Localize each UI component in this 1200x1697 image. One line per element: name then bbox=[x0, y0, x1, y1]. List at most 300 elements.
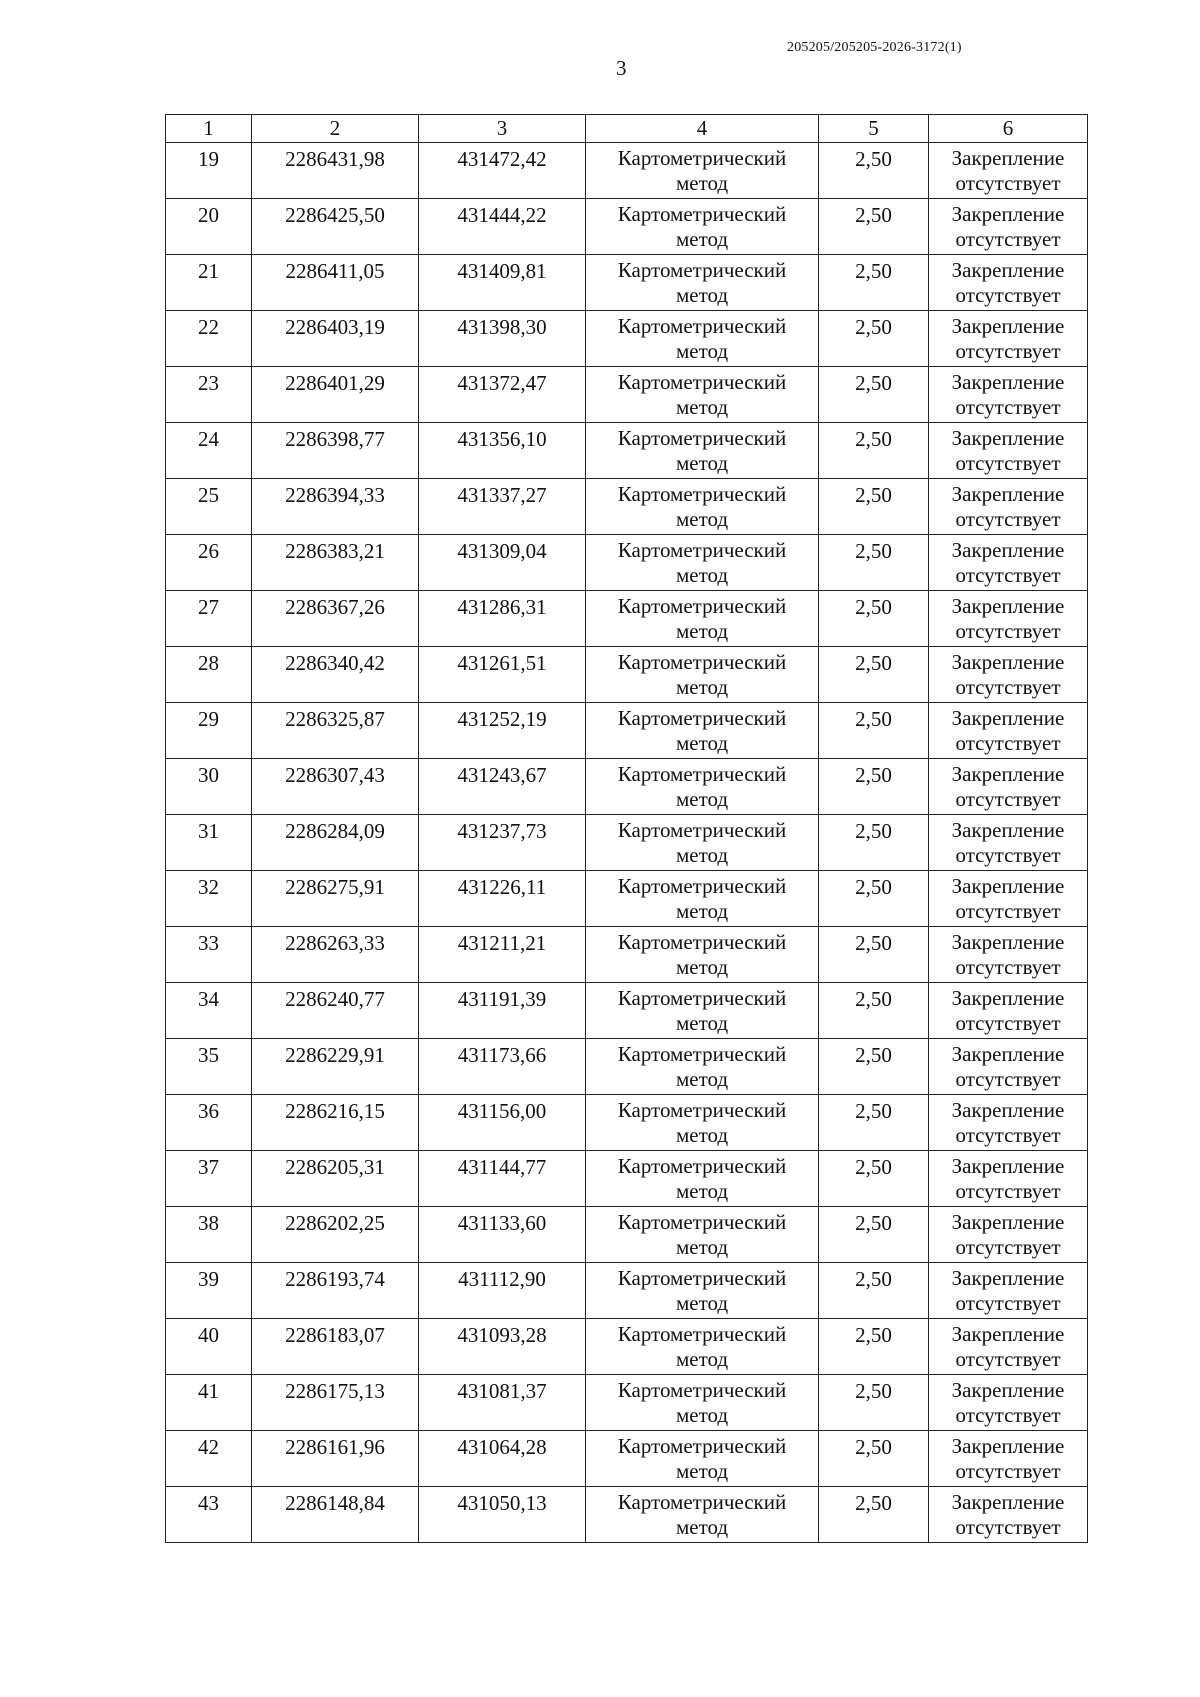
accuracy-cell bbox=[819, 1431, 929, 1487]
accuracy-value: 2,50 bbox=[855, 1379, 892, 1403]
method-line-2: метод bbox=[675, 955, 729, 979]
y-coordinate-cell bbox=[419, 423, 586, 479]
mark-line-1: Закрепление bbox=[951, 1098, 1065, 1122]
point-number: 35 bbox=[198, 1043, 219, 1067]
y-coordinate-cell bbox=[419, 815, 586, 871]
y-coordinate: 431398,30 bbox=[457, 315, 547, 339]
x-coordinate-cell bbox=[252, 1151, 419, 1207]
table-row bbox=[166, 423, 1088, 479]
method-line-2: метод bbox=[675, 619, 729, 643]
point-number: 38 bbox=[198, 1211, 219, 1235]
mark-line-2: отсутствует bbox=[955, 563, 1061, 587]
method-line-2: метод bbox=[675, 451, 729, 475]
x-coordinate-cell bbox=[252, 1487, 419, 1543]
table-row bbox=[166, 1095, 1088, 1151]
point-number: 32 bbox=[198, 875, 219, 899]
accuracy-cell bbox=[819, 591, 929, 647]
x-coordinate: 2286175,13 bbox=[285, 1379, 385, 1403]
mark-line-2: отсутствует bbox=[955, 1291, 1061, 1315]
y-coordinate-cell bbox=[419, 1151, 586, 1207]
method-line-1: Картометрический bbox=[617, 874, 787, 898]
mark-cell bbox=[929, 591, 1088, 647]
mark-cell bbox=[929, 1431, 1088, 1487]
point-number-cell bbox=[166, 1151, 252, 1207]
x-coordinate: 2286161,96 bbox=[285, 1435, 385, 1459]
x-coordinate: 2286240,77 bbox=[285, 987, 385, 1011]
header-row bbox=[166, 115, 1088, 143]
y-coordinate-cell bbox=[419, 535, 586, 591]
accuracy-value: 2,50 bbox=[855, 1267, 892, 1291]
point-number: 30 bbox=[198, 763, 219, 787]
x-coordinate-cell bbox=[252, 983, 419, 1039]
x-coordinate: 2286229,91 bbox=[285, 1043, 385, 1067]
method-cell bbox=[586, 143, 819, 199]
method-cell bbox=[586, 1487, 819, 1543]
method-line-1: Картометрический bbox=[617, 1434, 787, 1458]
point-number: 20 bbox=[198, 203, 219, 227]
accuracy-cell bbox=[819, 703, 929, 759]
point-number: 31 bbox=[198, 819, 219, 843]
accuracy-cell bbox=[819, 983, 929, 1039]
table-row bbox=[166, 1207, 1088, 1263]
y-coordinate: 431081,37 bbox=[457, 1379, 547, 1403]
method-line-2: метод bbox=[675, 283, 729, 307]
accuracy-cell bbox=[819, 143, 929, 199]
y-coordinate: 431252,19 bbox=[457, 707, 547, 731]
mark-line-2: отсутствует bbox=[955, 1123, 1061, 1147]
table-row bbox=[166, 311, 1088, 367]
y-coordinate-cell bbox=[419, 1375, 586, 1431]
accuracy-value: 2,50 bbox=[855, 203, 892, 227]
x-coordinate: 2286148,84 bbox=[285, 1491, 385, 1515]
x-coordinate-cell bbox=[252, 759, 419, 815]
method-line-1: Картометрический bbox=[617, 426, 787, 450]
method-line-1: Картометрический bbox=[617, 314, 787, 338]
method-line-1: Картометрический bbox=[617, 1042, 787, 1066]
method-line-2: метод bbox=[675, 1459, 729, 1483]
accuracy-value: 2,50 bbox=[855, 819, 892, 843]
method-line-2: метод bbox=[675, 1123, 729, 1147]
point-number-cell bbox=[166, 1039, 252, 1095]
mark-cell bbox=[929, 759, 1088, 815]
table-row bbox=[166, 1319, 1088, 1375]
y-coordinate-cell bbox=[419, 871, 586, 927]
y-coordinate: 431372,47 bbox=[457, 371, 547, 395]
point-number-cell bbox=[166, 983, 252, 1039]
method-line-1: Картометрический bbox=[617, 818, 787, 842]
point-number: 33 bbox=[198, 931, 219, 955]
y-coordinate-cell bbox=[419, 1431, 586, 1487]
mark-cell bbox=[929, 927, 1088, 983]
accuracy-value: 2,50 bbox=[855, 483, 892, 507]
method-line-2: метод bbox=[675, 227, 729, 251]
method-cell bbox=[586, 423, 819, 479]
mark-line-1: Закрепление bbox=[951, 1322, 1065, 1346]
mark-cell bbox=[929, 1375, 1088, 1431]
method-cell bbox=[586, 759, 819, 815]
point-number: 19 bbox=[198, 147, 219, 171]
method-line-2: метод bbox=[675, 675, 729, 699]
y-coordinate: 431226,11 bbox=[457, 875, 547, 899]
x-coordinate-cell bbox=[252, 479, 419, 535]
method-line-1: Картометрический bbox=[617, 594, 787, 618]
method-line-1: Картометрический bbox=[617, 1266, 787, 1290]
mark-line-1: Закрепление bbox=[951, 1154, 1065, 1178]
y-coordinate: 431133,60 bbox=[457, 1211, 547, 1235]
method-cell bbox=[586, 199, 819, 255]
mark-line-1: Закрепление bbox=[951, 818, 1065, 842]
y-coordinate: 431337,27 bbox=[457, 483, 547, 507]
method-line-1: Картометрический bbox=[617, 986, 787, 1010]
method-line-2: метод bbox=[675, 507, 729, 531]
y-coordinate: 431050,13 bbox=[457, 1491, 547, 1515]
x-coordinate: 2286284,09 bbox=[285, 819, 385, 843]
point-number-cell bbox=[166, 1319, 252, 1375]
point-number-cell bbox=[166, 423, 252, 479]
document-id: 205205/205205-2026-3172(1) bbox=[787, 40, 962, 55]
y-coordinate-cell bbox=[419, 983, 586, 1039]
x-coordinate-cell bbox=[252, 535, 419, 591]
method-cell bbox=[586, 367, 819, 423]
x-coordinate-cell bbox=[252, 591, 419, 647]
point-number-cell bbox=[166, 1095, 252, 1151]
mark-line-2: отсутствует bbox=[955, 619, 1061, 643]
accuracy-value: 2,50 bbox=[855, 1323, 892, 1347]
accuracy-cell bbox=[819, 1319, 929, 1375]
mark-line-2: отсутствует bbox=[955, 1011, 1061, 1035]
mark-line-1: Закрепление bbox=[951, 594, 1065, 618]
x-coordinate: 2286307,43 bbox=[285, 763, 385, 787]
column-header: 2 bbox=[252, 115, 419, 143]
y-coordinate: 431356,10 bbox=[457, 427, 547, 451]
x-coordinate-cell bbox=[252, 1375, 419, 1431]
x-coordinate-cell bbox=[252, 647, 419, 703]
table-row bbox=[166, 1431, 1088, 1487]
point-number-cell bbox=[166, 367, 252, 423]
method-line-2: метод bbox=[675, 787, 729, 811]
mark-line-1: Закрепление bbox=[951, 1378, 1065, 1402]
point-number-cell bbox=[166, 311, 252, 367]
mark-cell bbox=[929, 311, 1088, 367]
accuracy-cell bbox=[819, 1375, 929, 1431]
y-coordinate: 431472,42 bbox=[457, 147, 547, 171]
x-coordinate: 2286431,98 bbox=[285, 147, 385, 171]
y-coordinate: 431309,04 bbox=[457, 539, 547, 563]
mark-line-1: Закрепление bbox=[951, 1434, 1065, 1458]
accuracy-value: 2,50 bbox=[855, 651, 892, 675]
x-coordinate: 2286394,33 bbox=[285, 483, 385, 507]
method-line-2: метод bbox=[675, 171, 729, 195]
mark-line-1: Закрепление bbox=[951, 258, 1065, 282]
mark-cell bbox=[929, 479, 1088, 535]
mark-line-2: отсутствует bbox=[955, 1403, 1061, 1427]
mark-line-1: Закрепление bbox=[951, 202, 1065, 226]
column-header: 5 bbox=[819, 115, 929, 143]
method-line-1: Картометрический bbox=[617, 202, 787, 226]
method-line-1: Картометрический bbox=[617, 538, 787, 562]
point-number-cell bbox=[166, 535, 252, 591]
y-coordinate-cell bbox=[419, 927, 586, 983]
accuracy-value: 2,50 bbox=[855, 931, 892, 955]
mark-line-2: отсутствует bbox=[955, 227, 1061, 251]
point-number-cell bbox=[166, 1487, 252, 1543]
y-coordinate-cell bbox=[419, 199, 586, 255]
point-number: 22 bbox=[198, 315, 219, 339]
method-line-2: метод bbox=[675, 1067, 729, 1091]
method-cell bbox=[586, 479, 819, 535]
point-number-cell bbox=[166, 759, 252, 815]
y-coordinate: 431211,21 bbox=[457, 931, 547, 955]
mark-line-2: отсутствует bbox=[955, 1179, 1061, 1203]
page-number: 3 bbox=[616, 56, 627, 80]
x-coordinate-cell bbox=[252, 1039, 419, 1095]
x-coordinate: 2286425,50 bbox=[285, 203, 385, 227]
y-coordinate-cell bbox=[419, 311, 586, 367]
mark-line-1: Закрепление bbox=[951, 1490, 1065, 1514]
mark-cell bbox=[929, 1151, 1088, 1207]
y-coordinate: 431093,28 bbox=[457, 1323, 547, 1347]
mark-line-2: отсутствует bbox=[955, 1347, 1061, 1371]
method-line-2: метод bbox=[675, 1011, 729, 1035]
mark-cell bbox=[929, 255, 1088, 311]
y-coordinate: 431286,31 bbox=[457, 595, 547, 619]
method-line-1: Картометрический bbox=[617, 1322, 787, 1346]
accuracy-cell bbox=[819, 255, 929, 311]
method-cell bbox=[586, 255, 819, 311]
method-line-1: Картометрический bbox=[617, 762, 787, 786]
point-number-cell bbox=[166, 479, 252, 535]
accuracy-cell bbox=[819, 815, 929, 871]
x-coordinate-cell bbox=[252, 927, 419, 983]
method-line-1: Картометрический bbox=[617, 258, 787, 282]
y-coordinate-cell bbox=[419, 647, 586, 703]
mark-line-2: отсутствует bbox=[955, 171, 1061, 195]
method-line-2: метод bbox=[675, 1515, 729, 1539]
method-cell bbox=[586, 927, 819, 983]
accuracy-cell bbox=[819, 367, 929, 423]
method-line-2: метод bbox=[675, 395, 729, 419]
method-cell bbox=[586, 1431, 819, 1487]
x-coordinate-cell bbox=[252, 1095, 419, 1151]
table-row bbox=[166, 1487, 1088, 1543]
point-number-cell bbox=[166, 871, 252, 927]
method-cell bbox=[586, 1151, 819, 1207]
mark-line-1: Закрепление bbox=[951, 314, 1065, 338]
accuracy-value: 2,50 bbox=[855, 147, 892, 171]
mark-cell bbox=[929, 983, 1088, 1039]
table-row bbox=[166, 647, 1088, 703]
method-cell bbox=[586, 311, 819, 367]
y-coordinate: 431243,67 bbox=[457, 763, 547, 787]
mark-line-1: Закрепление bbox=[951, 986, 1065, 1010]
mark-cell bbox=[929, 871, 1088, 927]
table-row bbox=[166, 871, 1088, 927]
x-coordinate: 2286398,77 bbox=[285, 427, 385, 451]
y-coordinate-cell bbox=[419, 479, 586, 535]
y-coordinate-cell bbox=[419, 143, 586, 199]
method-cell bbox=[586, 703, 819, 759]
mark-line-2: отсутствует bbox=[955, 283, 1061, 307]
mark-line-1: Закрепление bbox=[951, 650, 1065, 674]
y-coordinate: 431237,73 bbox=[457, 819, 547, 843]
accuracy-cell bbox=[819, 927, 929, 983]
table-row bbox=[166, 143, 1088, 199]
method-cell bbox=[586, 1207, 819, 1263]
x-coordinate: 2286193,74 bbox=[285, 1267, 385, 1291]
x-coordinate-cell bbox=[252, 1207, 419, 1263]
method-line-2: метод bbox=[675, 843, 729, 867]
y-coordinate-cell bbox=[419, 1263, 586, 1319]
y-coordinate-cell bbox=[419, 703, 586, 759]
method-line-1: Картометрический bbox=[617, 1154, 787, 1178]
mark-line-2: отсутствует bbox=[955, 675, 1061, 699]
x-coordinate: 2286325,87 bbox=[285, 707, 385, 731]
method-cell bbox=[586, 1375, 819, 1431]
mark-cell bbox=[929, 1039, 1088, 1095]
y-coordinate-cell bbox=[419, 1095, 586, 1151]
point-number: 39 bbox=[198, 1267, 219, 1291]
mark-line-2: отсутствует bbox=[955, 843, 1061, 867]
y-coordinate-cell bbox=[419, 1039, 586, 1095]
accuracy-cell bbox=[819, 1207, 929, 1263]
method-line-1: Картометрический bbox=[617, 650, 787, 674]
mark-line-1: Закрепление bbox=[951, 370, 1065, 394]
accuracy-cell bbox=[819, 871, 929, 927]
accuracy-cell bbox=[819, 311, 929, 367]
mark-line-1: Закрепление bbox=[951, 706, 1065, 730]
x-coordinate-cell bbox=[252, 1263, 419, 1319]
table-header bbox=[166, 115, 1088, 143]
point-number: 29 bbox=[198, 707, 219, 731]
method-cell bbox=[586, 1095, 819, 1151]
point-number-cell bbox=[166, 927, 252, 983]
method-line-2: метод bbox=[675, 899, 729, 923]
mark-line-1: Закрепление bbox=[951, 1210, 1065, 1234]
y-coordinate: 431112,90 bbox=[458, 1267, 546, 1291]
mark-cell bbox=[929, 535, 1088, 591]
x-coordinate-cell bbox=[252, 703, 419, 759]
method-cell bbox=[586, 535, 819, 591]
method-line-1: Картометрический bbox=[617, 706, 787, 730]
x-coordinate: 2286340,42 bbox=[285, 651, 385, 675]
table-row bbox=[166, 927, 1088, 983]
mark-line-2: отсутствует bbox=[955, 731, 1061, 755]
table-row bbox=[166, 983, 1088, 1039]
accuracy-value: 2,50 bbox=[855, 315, 892, 339]
accuracy-value: 2,50 bbox=[855, 1491, 892, 1515]
point-number-cell bbox=[166, 255, 252, 311]
point-number: 43 bbox=[198, 1491, 219, 1515]
method-line-1: Картометрический bbox=[617, 1378, 787, 1402]
accuracy-cell bbox=[819, 535, 929, 591]
mark-line-2: отсутствует bbox=[955, 451, 1061, 475]
y-coordinate-cell bbox=[419, 255, 586, 311]
method-cell bbox=[586, 815, 819, 871]
x-coordinate: 2286275,91 bbox=[285, 875, 385, 899]
mark-line-1: Закрепление bbox=[951, 762, 1065, 786]
accuracy-cell bbox=[819, 423, 929, 479]
x-coordinate-cell bbox=[252, 311, 419, 367]
accuracy-value: 2,50 bbox=[855, 763, 892, 787]
mark-cell bbox=[929, 647, 1088, 703]
x-coordinate-cell bbox=[252, 1431, 419, 1487]
x-coordinate-cell bbox=[252, 871, 419, 927]
mark-cell bbox=[929, 1207, 1088, 1263]
method-line-2: метод bbox=[675, 731, 729, 755]
point-number: 42 bbox=[198, 1435, 219, 1459]
table-body bbox=[166, 143, 1088, 1543]
point-number: 36 bbox=[198, 1099, 219, 1123]
column-header: 6 bbox=[929, 115, 1088, 143]
accuracy-cell bbox=[819, 1151, 929, 1207]
mark-cell bbox=[929, 367, 1088, 423]
accuracy-value: 2,50 bbox=[855, 1043, 892, 1067]
table-row bbox=[166, 199, 1088, 255]
y-coordinate-cell bbox=[419, 1207, 586, 1263]
coordinates-table bbox=[165, 114, 1088, 1543]
method-line-2: метод bbox=[675, 339, 729, 363]
accuracy-cell bbox=[819, 647, 929, 703]
mark-cell bbox=[929, 199, 1088, 255]
accuracy-cell bbox=[819, 759, 929, 815]
y-coordinate: 431191,39 bbox=[457, 987, 547, 1011]
accuracy-value: 2,50 bbox=[855, 259, 892, 283]
accuracy-value: 2,50 bbox=[855, 1099, 892, 1123]
mark-cell bbox=[929, 423, 1088, 479]
mark-line-2: отсутствует bbox=[955, 899, 1061, 923]
accuracy-cell bbox=[819, 479, 929, 535]
method-cell bbox=[586, 871, 819, 927]
mark-line-1: Закрепление bbox=[951, 874, 1065, 898]
table-row bbox=[166, 759, 1088, 815]
y-coordinate-cell bbox=[419, 1487, 586, 1543]
x-coordinate: 2286216,15 bbox=[285, 1099, 385, 1123]
x-coordinate: 2286202,25 bbox=[285, 1211, 385, 1235]
y-coordinate: 431156,00 bbox=[457, 1099, 547, 1123]
method-line-1: Картометрический bbox=[617, 1210, 787, 1234]
accuracy-cell bbox=[819, 1039, 929, 1095]
accuracy-value: 2,50 bbox=[855, 427, 892, 451]
mark-cell bbox=[929, 1095, 1088, 1151]
point-number-cell bbox=[166, 1263, 252, 1319]
method-line-1: Картометрический bbox=[617, 482, 787, 506]
y-coordinate: 431144,77 bbox=[457, 1155, 547, 1179]
point-number-cell bbox=[166, 1207, 252, 1263]
mark-line-1: Закрепление bbox=[951, 930, 1065, 954]
x-coordinate-cell bbox=[252, 255, 419, 311]
accuracy-value: 2,50 bbox=[855, 987, 892, 1011]
point-number: 34 bbox=[198, 987, 219, 1011]
mark-line-1: Закрепление bbox=[951, 482, 1065, 506]
x-coordinate: 2286401,29 bbox=[285, 371, 385, 395]
point-number-cell bbox=[166, 591, 252, 647]
accuracy-cell bbox=[819, 1487, 929, 1543]
accuracy-value: 2,50 bbox=[855, 1435, 892, 1459]
table-row bbox=[166, 703, 1088, 759]
mark-cell bbox=[929, 1319, 1088, 1375]
column-header: 3 bbox=[419, 115, 586, 143]
table-row bbox=[166, 1039, 1088, 1095]
mark-line-2: отсутствует bbox=[955, 1235, 1061, 1259]
method-cell bbox=[586, 591, 819, 647]
table-row bbox=[166, 255, 1088, 311]
point-number: 26 bbox=[198, 539, 219, 563]
y-coordinate: 431409,81 bbox=[457, 259, 547, 283]
mark-line-2: отсутствует bbox=[955, 1459, 1061, 1483]
x-coordinate: 2286411,05 bbox=[285, 259, 385, 283]
x-coordinate-cell bbox=[252, 143, 419, 199]
method-line-1: Картометрический bbox=[617, 370, 787, 394]
